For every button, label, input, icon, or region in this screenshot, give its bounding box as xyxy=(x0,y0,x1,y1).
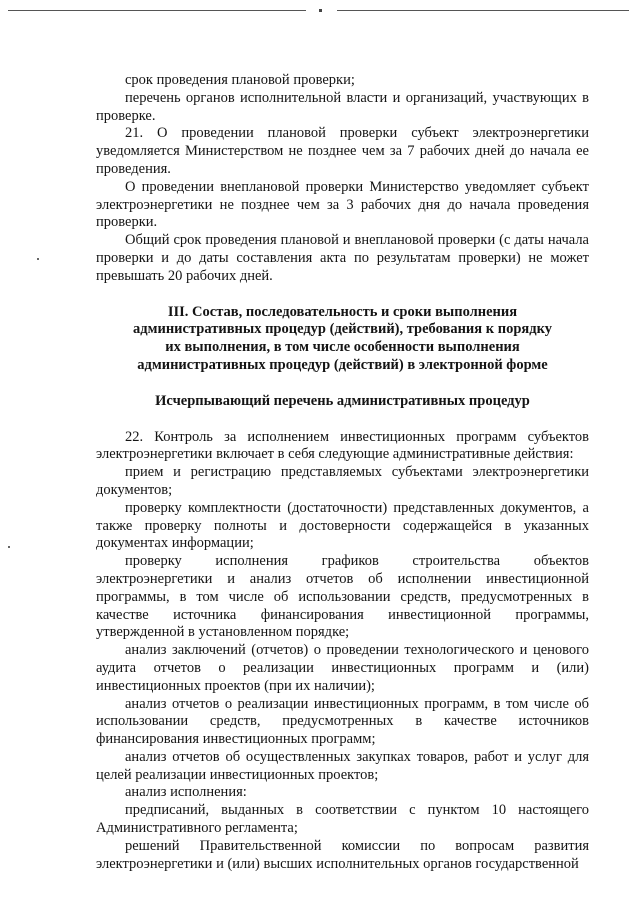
top-rule-right xyxy=(337,10,629,11)
document-page xyxy=(96,72,589,873)
paragraph: 21. О проведении плановой проверки субъект электроэнергетики уведомляется Министерством не позднее чем за 7 рабочих дней до начала ее проведения. xyxy=(96,125,589,177)
paragraph: решений Правительственной комиссии по вопросам развития электроэнергетики и (или) высших исполнительных органов государственной xyxy=(96,837,589,872)
top-rule-dot xyxy=(319,9,322,12)
paragraph: срок проведения плановой проверки; xyxy=(125,72,355,88)
paragraph: проверку комплектности (достаточности) представленных документов, а также проверку полноты и достоверности содержащейся в указанных документах информации; xyxy=(96,499,589,552)
top-rule-left xyxy=(8,10,306,11)
paragraph: анализ отчетов о реализации инвестиционных программ, в том числе об использовании средств, предусмотренных в качестве источников финансирования инвестиционных программ; xyxy=(96,695,589,748)
paragraph: анализ отчетов об осуществленных закупках товаров, работ и услуг для целей реализации инвестиционных проектов; xyxy=(96,748,589,783)
paragraph: О проведении внеплановой проверки Министерство уведомляет субъект электроэнергетики не позднее чем за 3 рабочих дня до начала проведения проверки. xyxy=(96,178,589,231)
paragraph: перечень органов исполнительной власти и организаций, участвующих в проверке. xyxy=(96,89,589,124)
scan-speck xyxy=(37,258,39,260)
paragraph: предписаний, выданных в соответствии с пунктом 10 настоящего Административного регламента; xyxy=(96,802,589,837)
section-heading-line: III. Состав, последовательность и сроки выполнения xyxy=(167,303,518,320)
paragraph: Общий срок проведения плановой и внеплановой проверки (с даты начала проверки и до даты составления акта по результатам проверки) не может превышать 20 рабочих дней. xyxy=(96,232,589,284)
paragraph: анализ исполнения: xyxy=(125,784,247,801)
section-heading xyxy=(96,304,589,375)
section-heading-line: административных процедур (действий) в электронной форме xyxy=(137,356,548,373)
paragraph: анализ заключений (отчетов) о проведении технологического и ценового аудита отчетов о реализации инвестиционных программ и (или) инвестиционных проектов (при их наличии); xyxy=(96,642,589,694)
paragraph: прием и регистрацию представляемых субъектами электроэнергетики документов; xyxy=(96,464,589,498)
subsection-heading: Исчерпывающий перечень административных процедур xyxy=(155,392,530,409)
paragraph: 22. Контроль за исполнением инвестиционных программ субъектов электроэнергетики включает в себя следующие административные действия: xyxy=(96,428,589,463)
scan-speck xyxy=(8,546,10,548)
section-heading-line: административных процедур (действий), требования к порядку xyxy=(133,321,552,338)
section-heading-line: их выполнения, в том числе особенности выполнения xyxy=(165,339,520,356)
paragraph: проверку исполнения графиков строительства объектов электроэнергетики и анализ отчетов об исполнении инвестиционной программы, в том числе об использовании средств, предусмотренных в качестве источника финансирования инвестиционной программы, утвержденной в установленном порядке; xyxy=(96,553,589,641)
